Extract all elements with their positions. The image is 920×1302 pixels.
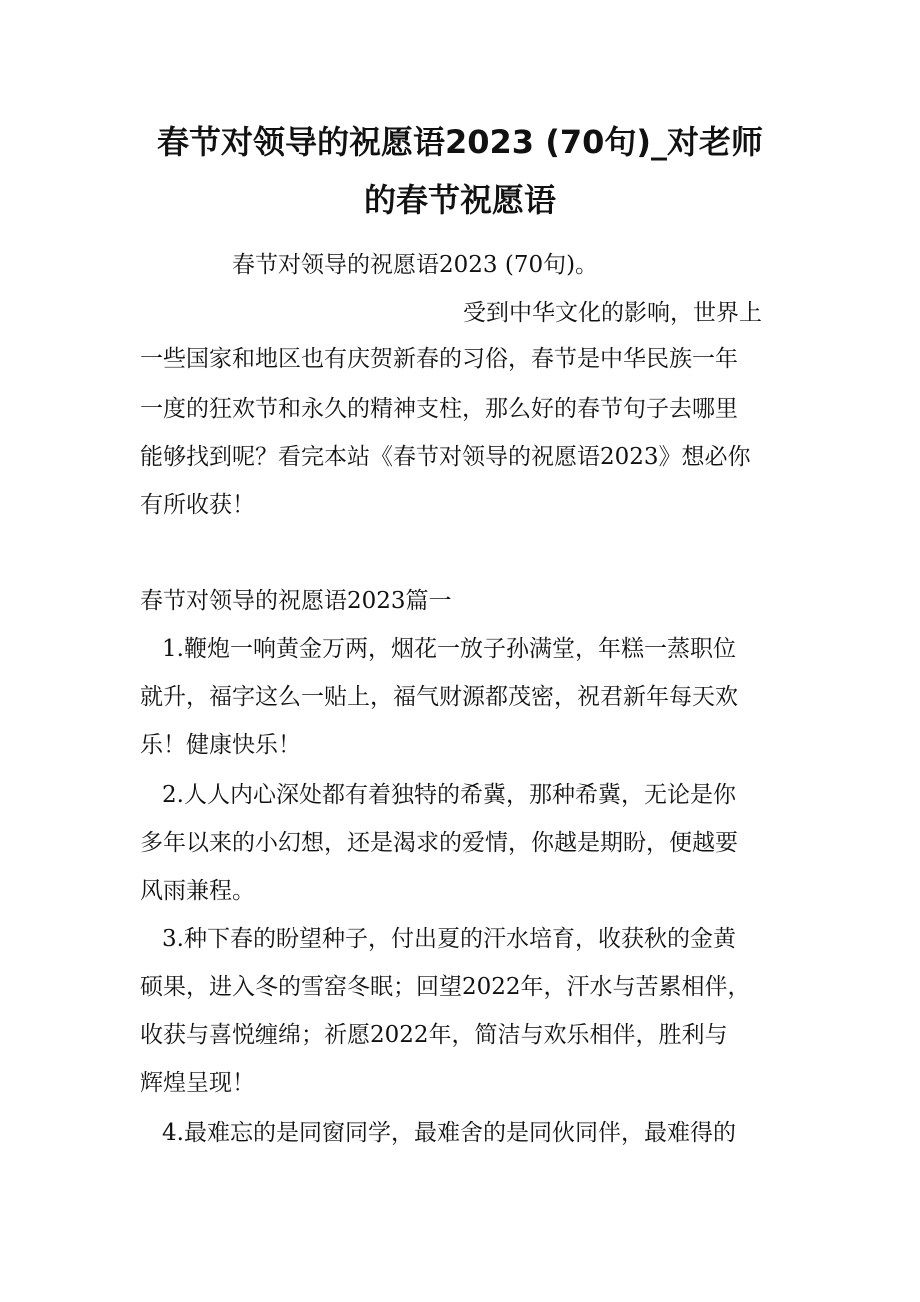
section-heading: 春节对领导的祝愿语2023篇一	[140, 588, 452, 614]
list-item-line: 2.人人内心深处都有着独特的希冀，那种希冀，无论是你	[162, 782, 736, 808]
list-item-line: 乐！健康快乐！	[140, 732, 301, 758]
list-item-line: 风雨兼程。	[140, 878, 255, 904]
list-item-line: 硕果，进入冬的雪窑冬眠；回望2022年，汗水与苦累相伴，	[140, 974, 751, 1000]
document-title-line-1: 春节对领导的祝愿语2023 (70句)_对老师	[157, 123, 763, 161]
list-item-line: 就升，福字这么一贴上，福气财源都茂密，祝君新年每天欢	[140, 684, 738, 710]
paragraph-line: 一些国家和地区也有庆贺新春的习俗，春节是中华民族一年	[140, 346, 738, 372]
paragraph-line: 有所收获！	[140, 492, 255, 518]
document-title-line-2: 的春节祝愿语	[363, 181, 556, 219]
intro-line: 春节对领导的祝愿语2023 (70句)。	[232, 252, 599, 278]
paragraph-line: 一度的狂欢节和永久的精神支柱，那么好的春节句子去哪里	[140, 396, 738, 422]
list-item-line: 3.种下春的盼望种子，付出夏的汗水培育，收获秋的金黄	[162, 926, 736, 952]
list-item-line: 4.最难忘的是同窗同学，最难舍的是同伙同伴，最难得的	[162, 1120, 736, 1146]
list-item-line: 辉煌呈现！	[140, 1070, 255, 1096]
list-item-line: 1.鞭炮一响黄金万两，烟花一放子孙满堂，年糕一蒸职位	[162, 636, 736, 662]
paragraph-line: 能够找到呢？看完本站《春节对领导的祝愿语2023》想必你	[140, 444, 751, 470]
list-item-line: 收获与喜悦缠绵；祈愿2022年，简洁与欢乐相伴，胜利与	[140, 1022, 728, 1048]
paragraph-line: 受到中华文化的影响，世界上	[463, 300, 762, 326]
list-item-line: 多年以来的小幻想，还是渴求的爱情，你越是期盼，便越要	[140, 830, 738, 856]
